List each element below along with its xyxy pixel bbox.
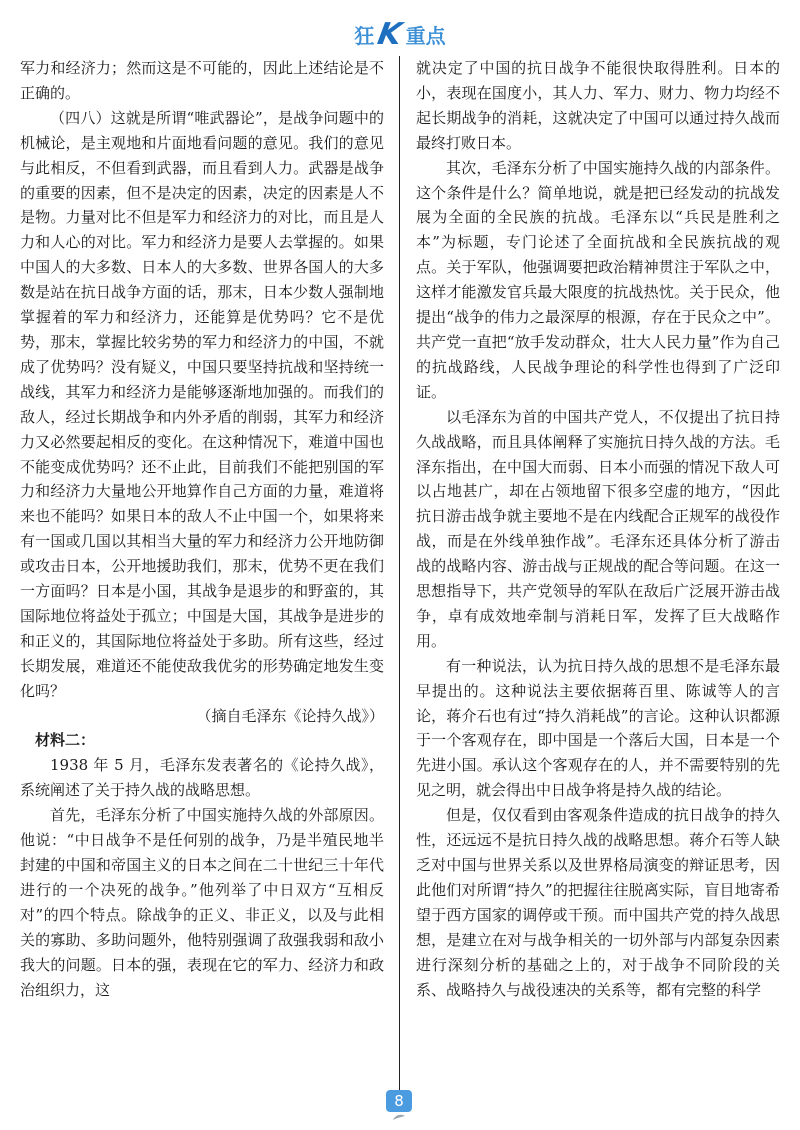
- citation: （摘自毛泽东《论持久战》）: [196, 706, 384, 725]
- right-paragraph-1: 就决定了中国的抗日战争不能很快取得胜利。日本的小，表现在国度小，其人力、军力、财力、物力均经不起长期战争的消耗，这就决定了中国可以通过持久战而最终打败日本。: [416, 59, 780, 152]
- left-column: [20, 56, 384, 1002]
- right-paragraph-5: 但是，仅仅看到由客观条件造成的抗日战争的持久性，还远远不是抗日持久战的战略思想。蒋介石等人缺乏对中国与世界关系以及世界格局演变的辩证思考，因此他们对所谓“持久”的把握往往脱离实际，盲目地寄希望于西方国家的调停或干预。而中国共产党的持久战思想，是建立在对与战争相关的一切外部与内部复杂因素进行深刻分析的基础之上的，对于战争不同阶段的关系、战略持久与战役速决的关系等，都有完整的科学: [416, 806, 780, 999]
- brand-text-right: 重点: [405, 23, 446, 48]
- left-paragraph-4: 首先，毛泽东分析了中国实施持久战的外部原因。他说：“中日战争不是任何别的战争，乃是半殖民地半封建的中国和帝国主义的日本之间在二十世纪三十年代进行的一个决死的战争。”他列举了中日双方“互相反对”的四个特点。除战争的正义、非正义，以及与此相关的寡助、多助问题外，他特别强调了敌强我弱和敌小我大的问题。日本的强，表现在它的军力、经济力和政治组织力，这: [20, 806, 384, 999]
- brand-text-left: 狂: [354, 23, 375, 48]
- page-number: 8: [386, 1090, 412, 1112]
- leaf-ornament-icon: [392, 1113, 406, 1121]
- brand-logo: [354, 17, 445, 52]
- left-paragraph-1: 军力和经济力；然而这是不可能的，因此上述结论是不正确的。: [20, 59, 384, 102]
- right-paragraph-3: 以毛泽东为首的中国共产党人，不仅提出了抗日持久战战略，而且具体阐释了实施抗日持久战的方法。毛泽东指出，在中国大而弱、日本小而强的情况下敌人可以占地甚广，却在占领地留下很多空虚的地方，“因此抗日游击战争就主要地不是在内线配合正规军的战役作战，而是在外线单独作战”。毛泽东还具体分析了游击战的战略内容、游击战与正规战的配合等问题。在这一思想指导下，共产党领导的军队在敌后广泛展开游击战争，卓有成效地牵制与消耗日军，发挥了巨大战略作用。: [416, 407, 780, 650]
- page-header: [0, 14, 800, 54]
- material-2-heading: 材料二：: [35, 731, 96, 750]
- brand-k-mark: K: [375, 16, 405, 52]
- left-paragraph-2: （四八）这就是所谓“唯武器论”，是战争问题中的机械论，是主观地和片面地看问题的意见。我们的意见与此相反，不但看到武器，而且看到人力。武器是战争的重要的因素，但不是决定的因素，决定的因素是人不是物。力量对比不但是军力和经济力的对比，而且是人力和人心的对比。军力和经济力是要人去掌握的。如果中国人的大多数、日本人的大多数、世界各国人的大多数是站在抗日战争方面的话，那末，日本少数人强制地掌握着的军力和经济力，还能算是优势吗？它不是优势，那末，掌握比较劣势的军力和经济力的中国，不就成了优势吗？没有疑义，中国只要坚持抗战和坚持统一战线，其军力和经济力是能够逐渐地加强的。而我们的敌人，经过长期战争和内外矛盾的削弱，其军力和经济力又必然要起相反的变化。在这种情况下，难道中国也不能变成优势吗？还不止此，目前我们不能把别国的军力和经济力大量地公开地算作自己方面的力量，难道将来也不能吗？如果日本的敌人不止中国一个，如果将来有一国或几国以其相当大量的军力和经济力公开地防御或攻击日本，公开地援助我们，那末，优势不更在我们一方面吗？日本是小国，其战争是退步的和野蛮的，其国际地位将益处于孤立；中国是大国，其战争是进步的和正义的，其国际地位将益处于多助。所有这些，经过长期发展，难道还不能使敌我优劣的形势确定地发生变化吗？: [20, 108, 384, 700]
- column-divider: [399, 56, 400, 1096]
- right-paragraph-4: 有一种说法，认为抗日持久战的思想不是毛泽东最早提出的。这种说法主要依据蒋百里、陈诚等人的言论，蒋介石也有过“持久消耗战”的言论。这种认识都源于一个客观存在，即中国是一个落后大国，日本是一个先进小国。承认这个客观存在的人，并不需要特别的先见之明，就会得出中日战争将是持久战的结论。: [416, 656, 780, 800]
- right-column: [416, 56, 780, 1002]
- right-paragraph-2: 其次，毛泽东分析了中国实施持久战的内部条件。这个条件是什么？简单地说，就是把已经发动的抗战发展为全面的全民族的抗战。毛泽东以“兵民是胜利之本”为标题，专门论述了全面抗战和全民族抗战的观点。关于军队，他强调要把政治精神贯注于军队之中，这样才能激发官兵最大限度的抗战热忱。关于民众，他提出“战争的伟力之最深厚的根源，存在于民众之中”。共产党一直把“放手发动群众，壮大人民力量”作为自己的抗战路线，人民战争理论的科学性也得到了广泛印证。: [416, 158, 780, 401]
- left-paragraph-3: 1938 年 5 月，毛泽东发表著名的《论持久战》，系统阐述了关于持久战的战略思想。: [20, 756, 384, 800]
